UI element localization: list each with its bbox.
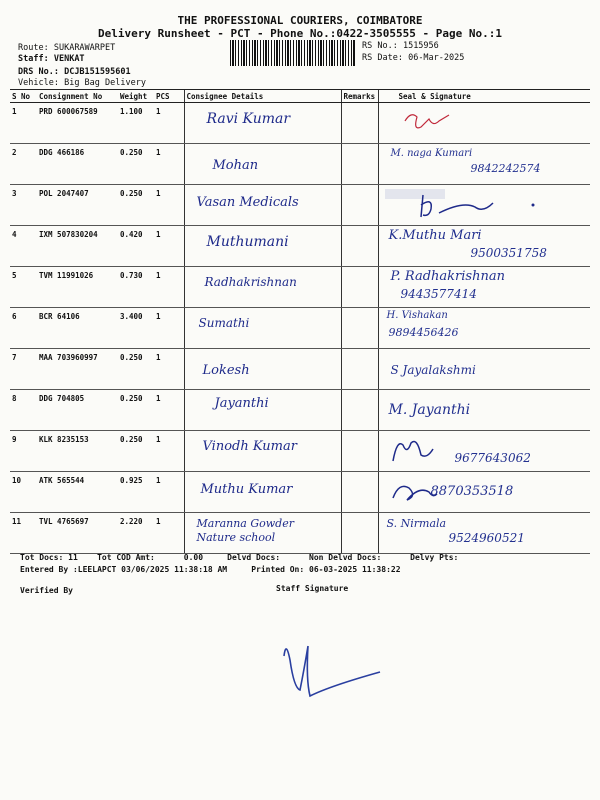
row-sno: 4: [10, 226, 37, 267]
consignee-handwriting: Sumathi: [198, 316, 250, 330]
col-consignee: Consignee Details: [184, 90, 341, 103]
verified-by-label: Verified By: [20, 586, 73, 595]
entry-line: [20, 565, 401, 574]
rs-no-value: 1515956: [402, 41, 439, 51]
row-sno: 11: [10, 513, 37, 554]
staff-signature-label: Staff Signature: [276, 584, 349, 593]
row-sno: 10: [10, 472, 37, 513]
row-weight: 0.250: [118, 390, 154, 431]
table-header-row: [10, 90, 590, 103]
row-remarks: [341, 513, 378, 554]
row-weight: 0.925: [118, 472, 154, 513]
consignee-handwriting: Muthumani: [206, 234, 289, 250]
row-consignment-no: TVM 11991026: [37, 267, 118, 308]
receiver-name-handwriting: S. Nirmala: [386, 517, 447, 530]
barcode-image: [230, 40, 356, 66]
row-consignment-no: MAA 703960997: [37, 349, 118, 390]
signature-mark: [399, 109, 459, 135]
table-row: [10, 267, 590, 308]
tot-cod-amount: 0.00: [183, 553, 204, 562]
row-weight: 0.250: [118, 349, 154, 390]
row-sno: 9: [10, 431, 37, 472]
row-sno: 5: [10, 267, 37, 308]
row-consignment-no: BCR 64106: [37, 308, 118, 349]
table-row: [10, 390, 590, 431]
row-pcs: 1: [154, 349, 184, 390]
vehicle-value: Big Bag Delivery: [64, 78, 146, 88]
row-sno: 6: [10, 308, 37, 349]
row-remarks: [341, 144, 378, 185]
row-remarks: [341, 390, 378, 431]
row-remarks: [341, 185, 378, 226]
vehicle-line: Vehicle: Big Bag Delivery: [18, 78, 146, 88]
table-row: [10, 513, 590, 554]
row-consignment-no: POL 2047407: [37, 185, 118, 226]
entered-by: Entered By :LEELAPCT 03/06/2025 11:38:18 AM: [20, 565, 228, 574]
col-weight: Weight: [118, 90, 154, 103]
table-row: [10, 349, 590, 390]
row-consignment-no: DDG 704805: [37, 390, 118, 431]
tot-docs: Tot Docs: 11: [20, 553, 78, 562]
delvy-pts: Delvy Pts:: [410, 553, 459, 562]
consignee-handwriting: Vasan Medicals: [196, 195, 299, 210]
row-weight: 0.250: [118, 144, 154, 185]
non-delvd-docs: Non Delvd Docs:: [309, 553, 382, 562]
row-remarks: [341, 349, 378, 390]
row-consignment-no: KLK 8235153: [37, 431, 118, 472]
consignee-handwriting: Maranna Gowder Nature school: [196, 517, 294, 544]
table-row: [10, 431, 590, 472]
row-sno: 1: [10, 103, 37, 144]
rs-date-line: RS Date: 06-Mar-2025: [362, 53, 465, 63]
row-weight: 1.100: [118, 103, 154, 144]
totals-line: [20, 553, 458, 562]
receiver-name-handwriting: S Jayalakshmi: [390, 363, 476, 377]
row-remarks: [341, 226, 378, 267]
row-sno: 3: [10, 185, 37, 226]
row-pcs: 1: [154, 390, 184, 431]
table-row: [10, 144, 590, 185]
table-row: [10, 226, 590, 267]
row-weight: 0.250: [118, 431, 154, 472]
col-remarks: Remarks: [341, 90, 378, 103]
route-line: Route: SUKARAWARPET: [18, 43, 116, 53]
table-row: [10, 308, 590, 349]
row-pcs: 1: [154, 267, 184, 308]
consignee-handwriting: Lokesh: [202, 363, 250, 378]
row-pcs: 1: [154, 103, 184, 144]
receiver-name-handwriting: K.Muthu Mari: [388, 228, 482, 243]
receiver-phone-handwriting: 9842242574: [470, 162, 541, 175]
row-weight: 0.250: [118, 185, 154, 226]
row-remarks: [341, 472, 378, 513]
route-value: SUKARAWARPET: [53, 43, 116, 53]
consignee-handwriting: Ravi Kumar: [206, 111, 291, 127]
delvd-docs: Delvd Docs:: [227, 553, 281, 562]
tot-cod-label: Tot COD Amt:: [97, 553, 155, 562]
col-pcs: PCS: [154, 90, 184, 103]
printed-on: Printed On: 06-03-2025 11:38:22: [251, 565, 401, 574]
table-row: [10, 103, 590, 144]
table-row: [10, 472, 590, 513]
row-sno: 7: [10, 349, 37, 390]
row-remarks: [341, 267, 378, 308]
consignee-handwriting: Vinodh Kumar: [202, 439, 297, 454]
row-consignment-no: DDG 466186: [37, 144, 118, 185]
col-seal-signature: Seal & Signature: [378, 90, 590, 103]
rs-no-line: RS No.: 1515956: [362, 41, 439, 51]
receiver-phone-handwriting: 9524960521: [448, 531, 525, 545]
row-weight: 0.420: [118, 226, 154, 267]
row-pcs: 1: [154, 308, 184, 349]
receiver-name-handwriting: P. Radhakrishnan: [390, 269, 505, 284]
receiver-name-handwriting: M. naga Kumari: [390, 148, 473, 159]
company-title: THE PROFESSIONAL COURIERS, COIMBATORE: [177, 14, 423, 27]
staff-line: Staff: VENKAT: [18, 54, 85, 64]
row-consignment-no: ATK 565544: [37, 472, 118, 513]
table-row: [10, 185, 590, 226]
runsheet-subtitle: Delivery Runsheet - PCT - Phone No.:0422-3505555 - Page No.:1: [98, 27, 502, 40]
rs-date-value: 06-Mar-2025: [408, 53, 465, 63]
row-remarks: [341, 308, 378, 349]
row-consignment-no: TVL 4765697: [37, 513, 118, 554]
row-remarks: [341, 431, 378, 472]
staff-value: VENKAT: [53, 54, 85, 64]
row-pcs: 1: [154, 144, 184, 185]
row-pcs: 1: [154, 472, 184, 513]
row-consignment-no: PRD 600067589: [37, 103, 118, 144]
row-pcs: 1: [154, 431, 184, 472]
receiver-phone-handwriting: 9500351758: [470, 246, 547, 260]
row-consignment-no: IXM 507830204: [37, 226, 118, 267]
row-pcs: 1: [154, 226, 184, 267]
receiver-phone-handwriting: 9894456426: [388, 326, 459, 339]
row-pcs: 1: [154, 513, 184, 554]
row-pcs: 1: [154, 185, 184, 226]
receiver-phone-handwriting: 9677643062: [454, 451, 531, 465]
receiver-name-handwriting: M. Jayanthi: [388, 402, 471, 418]
runsheet-table: [10, 89, 590, 554]
col-consignment-no: Consignment No: [37, 90, 118, 103]
receiver-phone-handwriting: 8870353518: [430, 484, 514, 499]
consignee-handwriting: Jayanthi: [214, 396, 269, 411]
row-weight: 2.220: [118, 513, 154, 554]
row-remarks: [341, 103, 378, 144]
receiver-name-handwriting: H. Vishakan: [386, 310, 448, 321]
staff-signature-mark: [270, 630, 390, 710]
drs-value: DCJB151595601: [64, 67, 131, 77]
consignee-handwriting: Muthu Kumar: [200, 482, 293, 497]
signature-mark: [387, 435, 437, 465]
consignee-handwriting: Radhakrishnan: [204, 275, 297, 289]
row-weight: 3.400: [118, 308, 154, 349]
receiver-phone-handwriting: 9443577414: [400, 287, 477, 301]
row-weight: 0.730: [118, 267, 154, 308]
stamp-and-signature: [383, 187, 563, 221]
col-sno: S No: [10, 90, 37, 103]
consignee-handwriting: Mohan: [212, 158, 259, 173]
row-sno: 2: [10, 144, 37, 185]
drs-line: DRS No.: DCJB151595601: [18, 67, 131, 77]
row-sno: 8: [10, 390, 37, 431]
